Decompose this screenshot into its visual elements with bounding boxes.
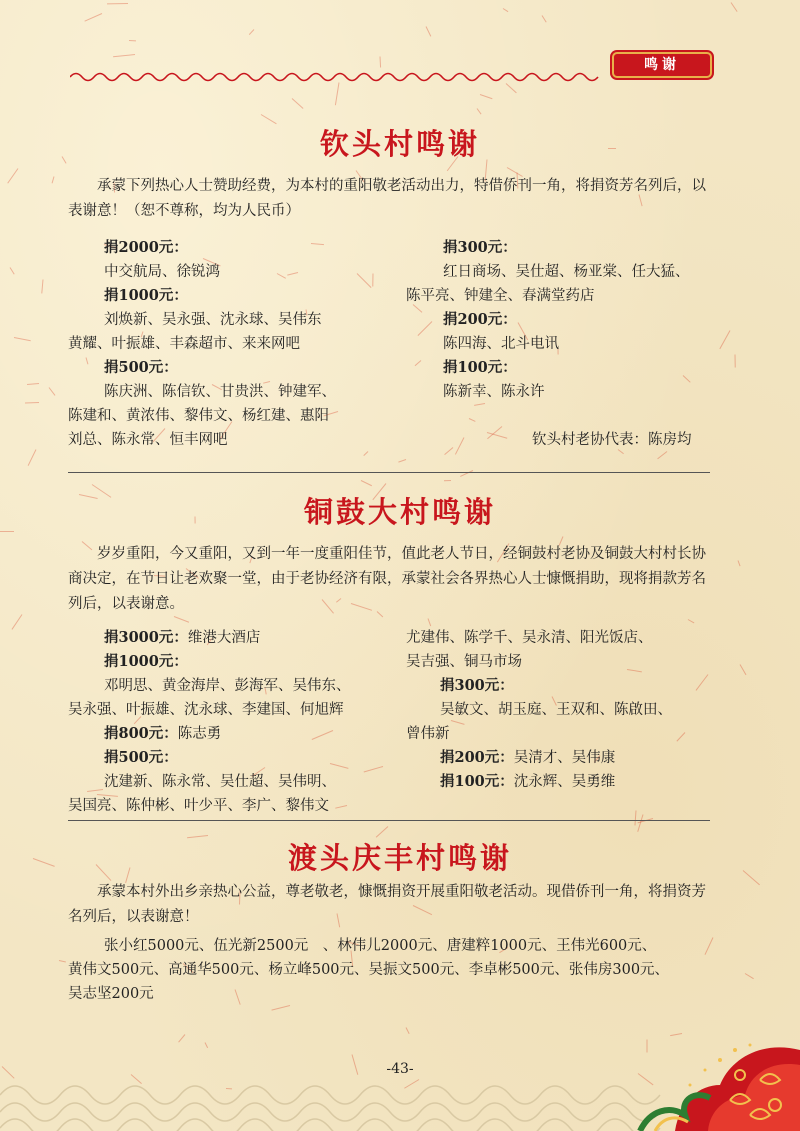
s2-names-200: 吴清才、吴伟康 [513, 750, 616, 766]
s2-row-100 [440, 770, 615, 791]
section3-title: 渡头庆丰村鸣谢 [287, 841, 512, 875]
s3-list-line-3: 吴志坚200元 [68, 986, 154, 1002]
s2-row-800 [104, 722, 221, 743]
section2-title: 铜鼓大村鸣谢 [303, 495, 496, 529]
decorative-cloud-corner [600, 1030, 800, 1131]
section3-intro: 承蒙本村外出乡亲热心公益，尊老敬老，慷慨捐资开展重阳敬老活动。现借侨刊一角，将捐资芳名列后，以表谢意！ [68, 884, 706, 925]
header-wave-rule [70, 70, 605, 84]
s1-names-500-b: 陈建和、黄浓伟、黎伟文、杨红建、惠阳 [68, 408, 329, 424]
s2-names-300-a: 吴敏文、胡玉庭、王双和、陈啟田、 [440, 702, 672, 718]
s2-names-500-d: 吴吉强、铜马市场 [406, 654, 522, 670]
s2-heading-500: 捐500元： [104, 749, 178, 766]
s2-names-500-a: 沈建新、陈永常、吴仕超、吴伟明、 [104, 774, 336, 790]
s1-names-300-b: 陈平亮、钟建全、春满堂药店 [406, 288, 595, 304]
s3-list-line-1: 张小红5000元、伍光新2500元 、林伟儿2000元、唐建粹1000元、王伟光600元、 [104, 938, 657, 954]
s1-names-1000-b: 黄耀、叶振雄、丰森超市、来来网吧 [68, 336, 300, 352]
s2-names-100: 沈永辉、吴勇维 [513, 774, 616, 790]
s2-heading-1000: 捐1000元： [104, 653, 188, 670]
s2-heading-800: 捐800元： [104, 725, 178, 742]
s1-names-300-a: 红日商场、吴仕超、杨亚棠、任大猛、 [443, 264, 690, 280]
s1-heading-2000: 捐2000元： [104, 239, 188, 256]
s3-list-line-2: 黄伟文500元、高通华500元、杨立峰500元、吴振文500元、李卓彬500元、张伟房300元、 [68, 962, 670, 978]
s1-signature: 钦头村老协代表：陈房均 [532, 432, 692, 448]
s2-names-500-c: 尤建伟、陈学千、吴永清、阳光饭店、 [406, 630, 653, 646]
s1-names-500-a: 陈庆洲、陈信钦、甘贵洪、钟建军、 [104, 384, 336, 400]
section1-intro: 承蒙下列热心人士赞助经费，为本村的重阳敬老活动出力，特借侨刊一角，将捐资芳名列后，以表谢意！（恕不尊称，均为人民币） [68, 178, 706, 219]
s2-row-200 [440, 746, 615, 767]
s2-heading-100: 捐100元： [440, 773, 514, 790]
section-divider-1 [68, 472, 710, 473]
s2-heading-200: 捐200元： [440, 749, 514, 766]
s2-names-800: 陈志勇 [177, 726, 222, 742]
s1-names-500-c: 刘总、陈永常、恒丰网吧 [68, 432, 228, 448]
s2-row-3000 [104, 626, 260, 647]
s2-names-1000-a: 邓明思、黄金海岸、彭海军、吴伟东、 [104, 678, 351, 694]
s1-heading-200: 捐200元： [443, 311, 517, 328]
s2-names-1000-b: 吴永强、叶振雄、沈永球、李建国、何旭辉 [68, 702, 344, 718]
s1-names-2000: 中交航局、徐锐鸿 [104, 264, 220, 280]
paper-fiber [0, 531, 14, 532]
s2-names-3000: 维港大酒店 [187, 630, 261, 646]
s2-heading-3000: 捐3000元： [104, 629, 188, 646]
paper-fiber [735, 354, 736, 367]
section2-intro: 岁岁重阳，今又重阳，又到一年一度重阳佳节，值此老人节日，经铜鼓村老协及铜鼓大村村长协商决定，在节日让老欢聚一堂，由于老协经济有限，承蒙社会各界热心人士慷慨捐助，现将捐款芳名列后，以表谢意。 [68, 546, 706, 612]
section1-title: 钦头村鸣谢 [319, 127, 480, 161]
s1-names-200: 陈四海、北斗电讯 [443, 336, 559, 352]
s1-names-1000-a: 刘焕新、吴永强、沈永球、吴伟东 [104, 312, 322, 328]
s2-names-300-b: 曾伟新 [406, 726, 450, 742]
page-number: -43- [386, 1061, 414, 1077]
s2-heading-300: 捐300元： [440, 677, 514, 694]
section-divider-2 [68, 820, 710, 821]
s1-heading-500: 捐500元： [104, 359, 178, 376]
s1-names-100: 陈新幸、陈永许 [443, 384, 545, 400]
s1-heading-100: 捐100元： [443, 359, 517, 376]
s1-heading-300: 捐300元： [443, 239, 517, 256]
s2-names-500-b: 吴国亮、陈仲彬、叶少平、李广、黎伟文 [68, 798, 329, 814]
section-tag: 鸣谢 [612, 52, 712, 78]
s1-heading-1000: 捐1000元： [104, 287, 188, 304]
